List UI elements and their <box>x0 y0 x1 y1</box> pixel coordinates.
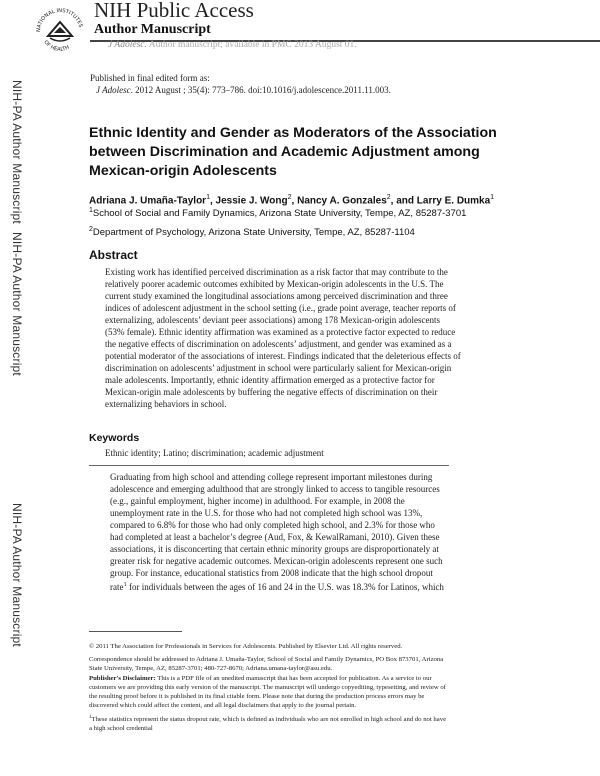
side-stamp-middle: NIH-PA Author Manuscript <box>10 232 24 376</box>
disclaimer-line: the resulting proof before it is published in its final citable form. Please note that during the production process errors may be <box>89 693 425 700</box>
affiliation-text: School of Social and Family Dynamics, Arizona State University, Tempe, AZ, 85287-3701 <box>92 208 467 220</box>
side-stamp-top: NIH-PA Author Manuscript <box>10 80 24 224</box>
correspondence-note <box>89 655 529 673</box>
author-affil-marker: 2 <box>287 194 292 201</box>
footnote-1 <box>89 713 529 733</box>
intro-text: for individuals between the ages of 16 and 24 in the U.S. was 18.3% for Latinos, which <box>126 582 444 592</box>
nih-logo <box>34 2 86 58</box>
intro-line: unemployment rate in the U.S. for those who had not completed high school was 13%, <box>110 508 423 518</box>
abstract-body <box>105 266 525 410</box>
logo-text-bottom: OF HEALTH <box>42 39 71 53</box>
citation-details: . 2012 August ; 35(4): 773–786. doi:10.1016/j.adolescence.2011.11.003. <box>130 85 391 95</box>
abstract-line: male adolescents. Importantly, ethnic identity affirmation emerged as a protective factor for <box>105 375 435 385</box>
author-name: Larry E. Dumka <box>416 195 491 207</box>
author-manuscript-subtitle: Author Manuscript <box>94 22 211 37</box>
author-affil-marker: 1 <box>206 194 210 201</box>
eagle-emblem-icon <box>48 22 72 41</box>
paper-title <box>89 124 539 181</box>
disclaimer-text: This is a PDF file of an unedited manuscript that has been accepted for publication. As a service to our <box>155 675 432 682</box>
intro-paragraph <box>110 471 530 593</box>
footnote-line <box>89 713 529 724</box>
abstract-line: Mexican-origin male adolescents by buffering the negative effects of discrimination on their <box>105 387 438 397</box>
journal-availability-note <box>108 40 357 50</box>
abstract-line: Existing work has identified perceived discrimination as a risk factor that may contribute to the <box>105 267 448 277</box>
intro-line: compared to 6.8% for those who had only completed high school, and 2.3% for those who <box>110 520 435 530</box>
intro-line: had completed at least a bachelor’s degree (Aud, Fox, & KewalRamani, 2010). Given these <box>110 532 440 542</box>
footnote-text: These statistics represent the status dropout rate, which is defined as individuals who are not enrolled in high school and do not have <box>91 716 447 724</box>
footnote-divider <box>89 631 182 632</box>
journal-note-suffix: Author manuscript; available in PMC 2013 August 01. <box>146 40 357 50</box>
footnote-line: a high school credential <box>89 725 153 733</box>
footnote-marker: 1 <box>89 715 92 720</box>
abstract-line: externalizing, adolescents’ deviant peer associations) among 178 Mexican-origin adolescents <box>105 315 440 325</box>
paper-title-line: Ethnic Identity and Gender as Moderators of the Association <box>89 125 497 141</box>
journal-note-prefix: J Adolesc. <box>108 40 147 50</box>
author-name: Adriana J. Umaña-Taylor <box>89 195 207 207</box>
publisher-disclaimer <box>89 674 529 710</box>
abstract-line: relatively poorer academic outcomes exhibited by Mexican-origin adolescents in the U.S. The <box>105 279 444 289</box>
author-list <box>89 194 569 206</box>
copyright-note: © 2011 The Association for Professionals in Services for Adolescents. Published by Elsevier Ltd. All rights reserved. <box>89 643 403 650</box>
author-separator: , <box>209 195 216 207</box>
author-affil-marker: 2 <box>386 194 391 201</box>
intro-line: associations, it is disconcerting that certain ethnic minority groups are disproportionately at <box>110 544 439 554</box>
disclaimer-line <box>89 674 529 683</box>
citation-journal: J Adolesc <box>96 85 131 95</box>
disclaimer-label: Publisher's Disclaimer: <box>89 675 156 682</box>
abstract-line: (53% female). Ethnic identity affirmation was examined as a protective factor expected to reduce <box>105 327 456 337</box>
author-name: Nancy A. Gonzales <box>297 195 387 207</box>
paper-title-line: between Discrimination and Academic Adjustment among <box>89 144 480 160</box>
keywords-text: Ethnic identity; Latino; discrimination; academic adjustment <box>105 448 324 458</box>
side-stamp-bottom: NIH-PA Author Manuscript <box>10 503 24 647</box>
citation <box>96 85 391 95</box>
author-affil-marker: 1 <box>490 194 495 201</box>
intro-line: Graduating from high school and attending college represent important milestones during <box>110 472 433 482</box>
intro-line: adolescence and emerging adulthood that are strongly linked to access to tangible resources <box>110 484 440 494</box>
abstract-heading: Abstract <box>89 248 138 262</box>
intro-line <box>110 579 530 593</box>
nih-public-access-title: NIH Public Access <box>94 0 254 22</box>
intro-text: rate <box>110 582 124 592</box>
disclaimer-line: discovered which could affect the content, and all legal disclaimers that apply to the journal pertain. <box>89 702 357 709</box>
abstract-line: the negative effects of discrimination on adolescents’ adjustment, and gender was examined as a <box>105 339 452 349</box>
abstract-line: current study examined the longitudinal associations among perceived discrimination and three <box>105 291 448 301</box>
affiliation-marker: 2 <box>89 226 93 233</box>
author-separator: , <box>291 195 298 207</box>
affiliation-marker: 1 <box>89 207 93 214</box>
affiliation <box>89 226 569 238</box>
abstract-line: discrimination on adolescents’ adjustment in school were particularly salient for Mexican-origin <box>105 363 452 373</box>
intro-line: (e.g., gainful employment, higher income) in adulthood. For example, in 2008 the <box>110 496 405 506</box>
published-label: Published in final edited form as: <box>90 73 210 83</box>
correspondence-line: Correspondence should be addressed to Adriana J. Umaña-Taylor, School of Social and Family Dynamics, PO Box 873701, Arizona <box>89 656 444 663</box>
author-separator: , and <box>390 195 417 207</box>
intro-divider <box>89 465 449 466</box>
footnote-ref[interactable]: 1 <box>123 581 127 588</box>
author-name: Jessie J. Wong <box>215 195 288 207</box>
keywords-heading: Keywords <box>89 432 140 444</box>
logo-text-top: NATIONAL INSTITUTES <box>35 7 84 33</box>
abstract-line: externalizing behaviors in school. <box>105 399 227 409</box>
abstract-line: indices of adolescent adjustment in the school setting (i.e., grade point average, teacher reports of <box>105 303 456 313</box>
paper-title-line: Mexican-origin Adolescents <box>89 163 277 179</box>
abstract-line: potential moderator of the associations of interest. Findings indicated that the deleterious effects of <box>105 351 461 361</box>
affiliation-text: Department of Psychology, Arizona State University, Tempe, AZ, 85287-1104 <box>92 227 415 239</box>
svg-text:OF HEALTH <box>42 40 70 53</box>
affiliation <box>89 207 569 219</box>
intro-line: greater risk for negative academic outcomes. Mexican-origin adolescents represent one such <box>110 556 443 566</box>
disclaimer-line: customers we are providing this early version of the manuscript. The manuscript will undergo copyediting, typesetting, and review of <box>89 684 446 691</box>
correspondence-line: State University, Tempe, AZ, 85287-3701; 480-727-8670; Adriana.umana-taylor@asu.edu. <box>89 665 333 672</box>
intro-line: group. For instance, educational statistics from 2008 indicate that the high school dropout <box>110 568 433 578</box>
